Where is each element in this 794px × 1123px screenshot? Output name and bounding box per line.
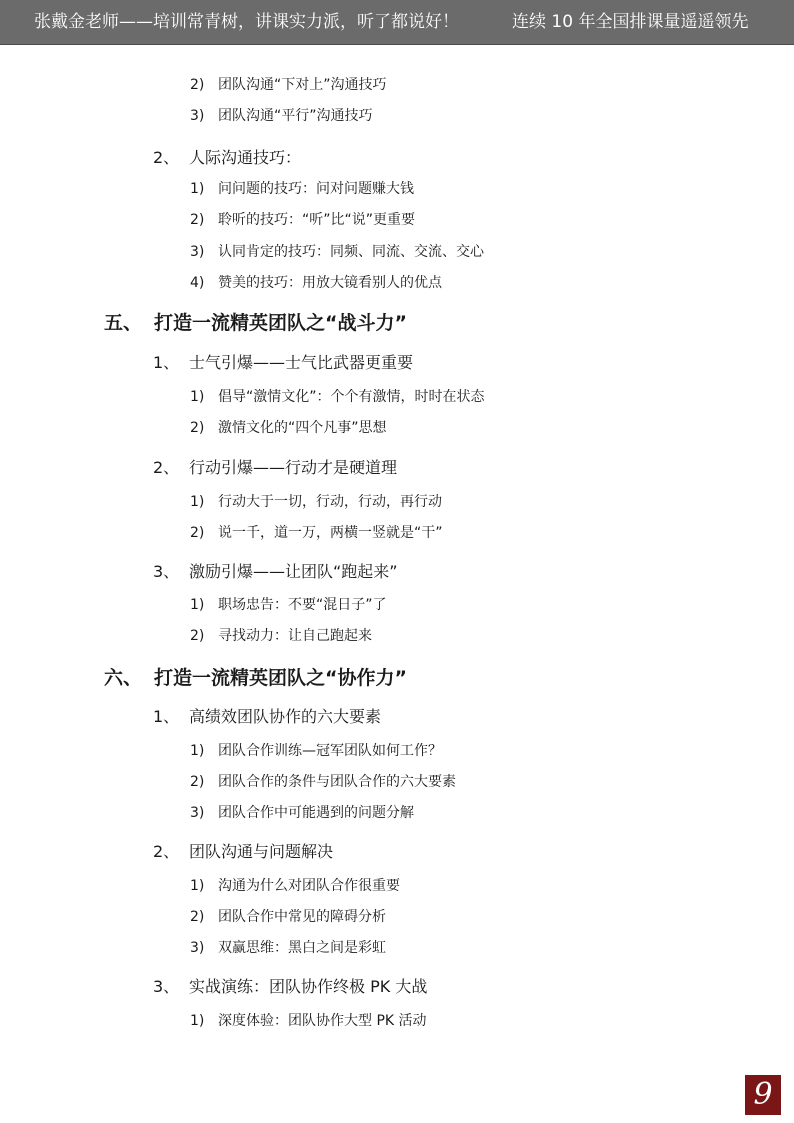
subsection-heading-number: 3、: [153, 977, 180, 996]
list-item: [190, 491, 442, 511]
list-item-number: 1): [190, 1013, 205, 1029]
list-item-text: 团队合作的条件与团队合作的六大要素: [218, 774, 456, 790]
list-item-text: 双赢思维：黑白之间是彩虹: [218, 940, 386, 956]
list-item: [190, 771, 456, 791]
subsection-heading-number: 3、: [153, 562, 180, 581]
list-item-text: 寻找动力：让自己跑起来: [218, 628, 372, 644]
subsection-heading-text: 行动引爆——行动才是硬道理: [189, 458, 398, 477]
subsection-heading-text: 实战演练：团队协作终极 PK 大战: [189, 977, 428, 996]
list-item-number: 1): [190, 181, 205, 197]
section-heading: [104, 308, 407, 335]
list-item-number: 2): [190, 212, 205, 228]
list-item-number: 1): [190, 743, 205, 759]
list-item-number: 3): [190, 805, 205, 821]
list-item-number: 2): [190, 774, 205, 790]
subsection-heading: [153, 974, 427, 997]
list-item-text: 团队沟通“下对上”沟通技巧: [218, 77, 387, 93]
subsection-heading-text: 人际沟通技巧：: [189, 148, 302, 167]
list-item: [190, 209, 415, 229]
subsection-heading-text: 团队沟通与问题解决: [189, 842, 334, 861]
subsection-heading: [153, 839, 333, 862]
list-item: [190, 417, 387, 437]
section-heading-text: 打造一流精英团队之“协作力”: [154, 667, 407, 689]
list-item-number: 1): [190, 389, 205, 405]
list-item: [190, 272, 442, 292]
list-item-number: 3): [190, 940, 205, 956]
subsection-heading: [153, 145, 301, 168]
list-item-number: 3): [190, 244, 205, 260]
section-heading-text: 打造一流精英团队之“战斗力”: [154, 312, 407, 334]
list-item-text: 团队合作中常见的障碍分析: [218, 909, 386, 925]
list-item-text: 行动大于一切，行动，行动，再行动: [218, 494, 442, 510]
list-item-text: 深度体验：团队协作大型 PK 活动: [218, 1013, 427, 1029]
subsection-heading-number: 2、: [153, 148, 180, 167]
subsection-heading: [153, 704, 381, 727]
subsection-heading-text: 士气引爆——士气比武器更重要: [189, 353, 414, 372]
subsection-heading-text: 激励引爆——让团队“跑起来”: [189, 562, 398, 581]
list-item-text: 说一千，道一万，两横一竖就是“干”: [218, 525, 443, 541]
list-item: [190, 386, 485, 406]
list-item: [190, 1010, 427, 1030]
list-item: [190, 74, 387, 94]
list-item-number: 3): [190, 108, 205, 124]
list-item: [190, 802, 414, 822]
list-item-text: 职场忠告：不要“混日子”了: [218, 597, 387, 613]
list-item-text: 赞美的技巧：用放大镜看别人的优点: [218, 275, 442, 291]
list-item-text: 聆听的技巧：“听”比“说”更重要: [218, 212, 416, 228]
list-item: [190, 522, 443, 542]
list-item: [190, 105, 373, 125]
page-number: 9: [745, 1075, 781, 1115]
list-item: [190, 178, 414, 198]
subsection-heading-number: 2、: [153, 458, 180, 477]
section-heading: [104, 663, 407, 690]
subsection-heading-number: 2、: [153, 842, 180, 861]
list-item-number: 2): [190, 525, 205, 541]
list-item-number: 2): [190, 420, 205, 436]
list-item-number: 2): [190, 628, 205, 644]
list-item-number: 4): [190, 275, 205, 291]
header-tagline: 连续 10 年全国排课量遥遥领先: [512, 12, 749, 32]
list-item-number: 1): [190, 878, 205, 894]
list-item-text: 团队合作中可能遇到的问题分解: [218, 805, 414, 821]
list-item-number: 2): [190, 77, 205, 93]
list-item-text: 团队沟通“平行”沟通技巧: [218, 108, 373, 124]
list-item-number: 1): [190, 494, 205, 510]
subsection-heading: [153, 455, 397, 478]
section-heading-number: 五、: [104, 312, 143, 334]
list-item-text: 沟通为什么对团队合作很重要: [218, 878, 400, 894]
list-item-number: 1): [190, 597, 205, 613]
list-item: [190, 625, 372, 645]
subsection-heading: [153, 350, 413, 373]
subsection-heading-number: 1、: [153, 707, 180, 726]
list-item: [190, 594, 387, 614]
list-item: [190, 241, 484, 261]
header-slogan: 张戴金老师——培训常青树，讲课实力派，听了都说好！: [34, 12, 459, 32]
page-header: [0, 0, 794, 45]
list-item: [190, 937, 386, 957]
list-item: [190, 875, 400, 895]
list-item: [190, 906, 386, 926]
list-item-text: 激情文化的“四个凡事”思想: [218, 420, 387, 436]
section-heading-number: 六、: [104, 667, 143, 689]
list-item-number: 2): [190, 909, 205, 925]
list-item-text: 问问题的技巧：问对问题赚大钱: [218, 181, 414, 197]
list-item-text: 团队合作训练—冠军团队如何工作？: [218, 743, 442, 759]
subsection-heading: [153, 559, 398, 582]
list-item-text: 认同肯定的技巧：同频、同流、交流、交心: [218, 244, 484, 260]
list-item: [190, 740, 442, 760]
subsection-heading-number: 1、: [153, 353, 180, 372]
subsection-heading-text: 高绩效团队协作的六大要素: [189, 707, 382, 726]
list-item-text: 倡导“激情文化”：个个有激情，时时在状态: [218, 389, 485, 405]
